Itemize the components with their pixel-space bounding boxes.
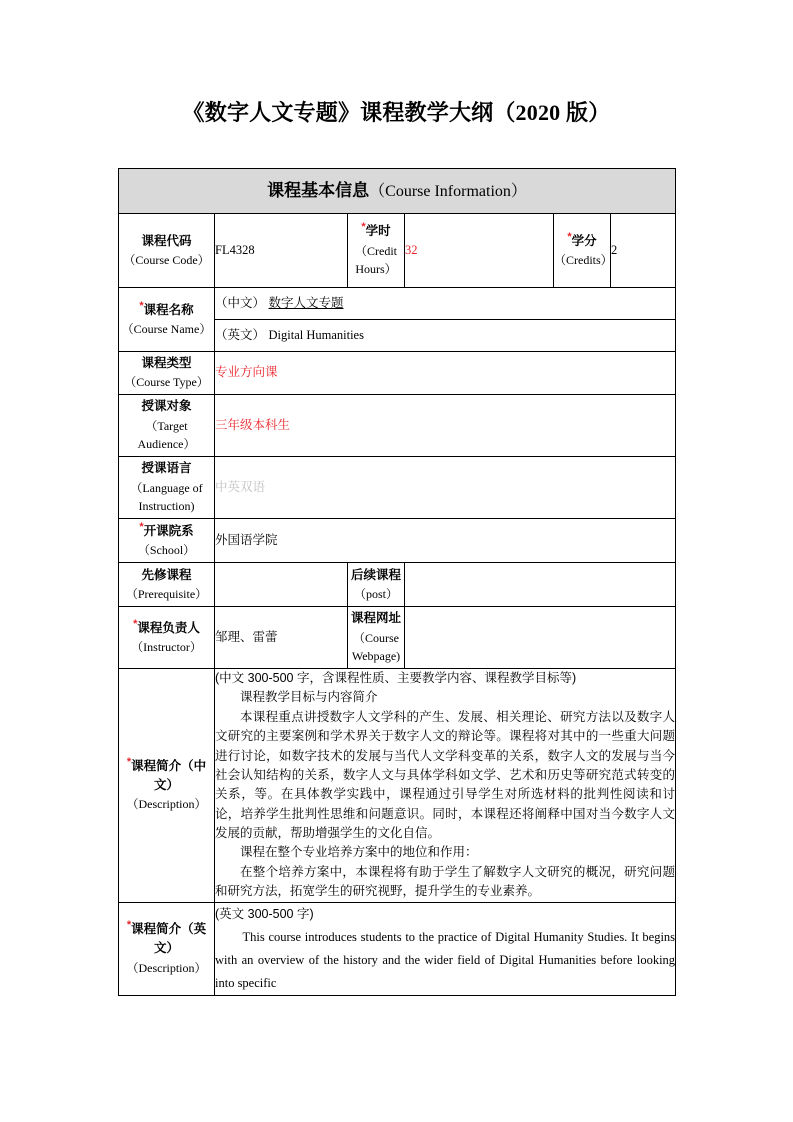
label-school-text: 开课院系: [143, 523, 194, 538]
course-information-table: [118, 168, 676, 996]
label-school: [119, 519, 215, 563]
label-school-cn: [119, 522, 214, 541]
description-cn-para-0: 课程教学目标与内容简介: [240, 690, 378, 705]
value-prerequisite[interactable]: [215, 563, 348, 607]
value-credit-hours[interactable]: 32: [405, 214, 554, 288]
label-description-cn: [119, 669, 215, 903]
value-target-audience[interactable]: 三年级本科生: [215, 395, 676, 457]
label-description-cn-en: （Description）: [126, 797, 207, 812]
label-course-webpage-en: （Course Webpage): [351, 630, 401, 664]
label-target-audience-cn: 授课对象: [141, 399, 192, 414]
label-description-cn-text: 课程简介（中文）: [131, 758, 207, 792]
label-course-webpage-cn: 课程网址: [350, 611, 401, 626]
label-credits-en: （Credits）: [554, 252, 613, 267]
value-course-type[interactable]: 专业方向课: [215, 352, 676, 395]
label-course-name: [119, 288, 215, 352]
label-course-webpage: [348, 607, 405, 669]
value-language[interactable]: 中英双语: [215, 457, 676, 519]
label-description-en-en: （Description）: [126, 960, 207, 975]
label-description-cn-main: [119, 757, 214, 796]
label-post-course-en: （post）: [353, 586, 398, 601]
label-instructor-cn: [119, 619, 214, 638]
label-instructor: [119, 607, 215, 669]
description-cn-para-3: 在整个培养方案中，本课程将有助于学生了解数字人文研究的概况，研究问题和研究方法，拓宽学生的研究视野，提升学生的专业素养。: [215, 864, 676, 899]
table-row-instructor: [119, 607, 676, 669]
table-row-course-type: [119, 352, 676, 395]
label-target-audience-en: （Target Audience）: [137, 418, 196, 452]
value-course-name-en[interactable]: [215, 320, 676, 352]
label-credits-text: 学分: [571, 233, 597, 248]
value-course-name-cn[interactable]: [215, 288, 676, 320]
value-school[interactable]: 外国语学院: [215, 519, 676, 563]
table-header-row: [119, 169, 676, 214]
label-course-type: [119, 352, 215, 395]
table-row-description-en: [119, 902, 676, 996]
label-course-code-en: （Course Code）: [123, 252, 210, 267]
required-marker-course-name: *: [139, 299, 144, 312]
label-credit-hours-text: 学时: [365, 224, 391, 239]
label-course-type-cn: 课程类型: [141, 356, 192, 371]
required-marker-school: *: [139, 520, 144, 533]
page-title: 《数字人文专题》课程教学大纲（2020 版）: [182, 100, 611, 125]
required-marker-description-cn: *: [126, 755, 132, 768]
label-credit-hours-cn: [348, 222, 404, 241]
value-description-cn[interactable]: [215, 669, 676, 903]
label-instructor-text: 课程负责人: [137, 620, 200, 635]
label-description-en-main: [119, 920, 214, 959]
label-course-code: [119, 214, 215, 288]
course-name-en-prefix: （英文）: [215, 327, 266, 342]
label-description-en-text: 课程简介（英文）: [131, 922, 207, 956]
table-row-target-audience: [119, 395, 676, 457]
course-name-cn-text: 数字人文专题: [268, 295, 344, 310]
label-language-en: （Language of Instruction): [130, 480, 203, 514]
description-cn-para-2: 课程在整个专业培养方案中的地位和作用：: [240, 845, 478, 860]
label-prerequisite-en: （Prerequisite）: [125, 586, 208, 601]
label-post-course-cn: 后续课程: [350, 567, 401, 582]
table-row-description-cn: [119, 669, 676, 903]
label-course-name-text: 课程名称: [143, 302, 194, 317]
label-credits-cn: [554, 232, 610, 251]
label-language-cn: 授课语言: [141, 461, 192, 476]
value-post-course[interactable]: [405, 563, 676, 607]
label-target-audience: [119, 395, 215, 457]
required-marker-credit-hours: *: [361, 221, 366, 234]
description-en-para-0: This course introduces students to the practice of Digital Humanity Studies. It begins with an overview of the history and the wider field of Digital Humanities before looking into specific: [215, 929, 676, 990]
label-credits: [554, 214, 611, 288]
value-description-en[interactable]: [215, 902, 676, 996]
table-row-prerequisite: [119, 563, 676, 607]
label-course-name-cn: [119, 301, 214, 320]
label-course-name-en: （Course Name）: [121, 321, 212, 336]
table-header-cell: [119, 169, 676, 214]
label-instructor-en: （Instructor）: [131, 639, 202, 654]
label-credit-hours: [348, 214, 405, 288]
table-row-school: [119, 519, 676, 563]
table-row-course-name-cn: [119, 288, 676, 320]
label-prerequisite: [119, 563, 215, 607]
value-course-webpage[interactable]: [405, 607, 676, 669]
table-row-course-code: [119, 214, 676, 288]
description-cn-para-1: 本课程重点讲授数字人文学科的产生、发展、相关理论、研究方法以及数字人文研究的主要案例和学术界关于数字人文的辩论等。课程将对其中的一些重大问题进行讨论，如数字技术的发展与当代人文学科变革的关系，数字人文的发展与当今社会认知结构的关系，数字人文与具体学科如文学、艺术和历史等研究范式转变的关系，等。在具体教学实践中，课程通过引导学生对所选材料的批判性阅读和讨论，培养学生批判性思维和问题意识。同时，本课程还将阐释中国对当今数字人文发展的贡献，帮助增强学生的文化自信。: [215, 709, 676, 840]
required-marker-credits: *: [567, 230, 572, 243]
table-header-label-en: （Course Information）: [369, 182, 527, 200]
required-marker-instructor: *: [133, 617, 138, 630]
required-marker-description-en: *: [126, 918, 132, 931]
description-cn-note: (中文 300-500 字，含课程性质、主要教学内容、课程教学目标等): [215, 671, 577, 685]
label-description-en: [119, 902, 215, 996]
label-language: [119, 457, 215, 519]
label-post-course: [348, 563, 405, 607]
label-course-type-en: （Course Type）: [124, 375, 209, 390]
value-instructor[interactable]: 邹理、雷蕾: [215, 607, 348, 669]
table-header-label-cn: 课程基本信息: [267, 180, 370, 200]
course-name-en-text: Digital Humanities: [268, 327, 364, 342]
value-credits[interactable]: 2: [611, 214, 676, 288]
label-credit-hours-en: （Credit Hours）: [355, 243, 397, 277]
course-name-cn-prefix: （中文）: [215, 295, 266, 310]
description-en-note: (英文 300-500 字): [215, 906, 314, 921]
label-course-code-cn: 课程代码: [141, 233, 192, 248]
table-row-language: [119, 457, 676, 519]
label-prerequisite-cn: 先修课程: [141, 567, 192, 582]
label-school-en: （School）: [137, 542, 196, 557]
value-course-code[interactable]: FL4328: [215, 214, 348, 288]
